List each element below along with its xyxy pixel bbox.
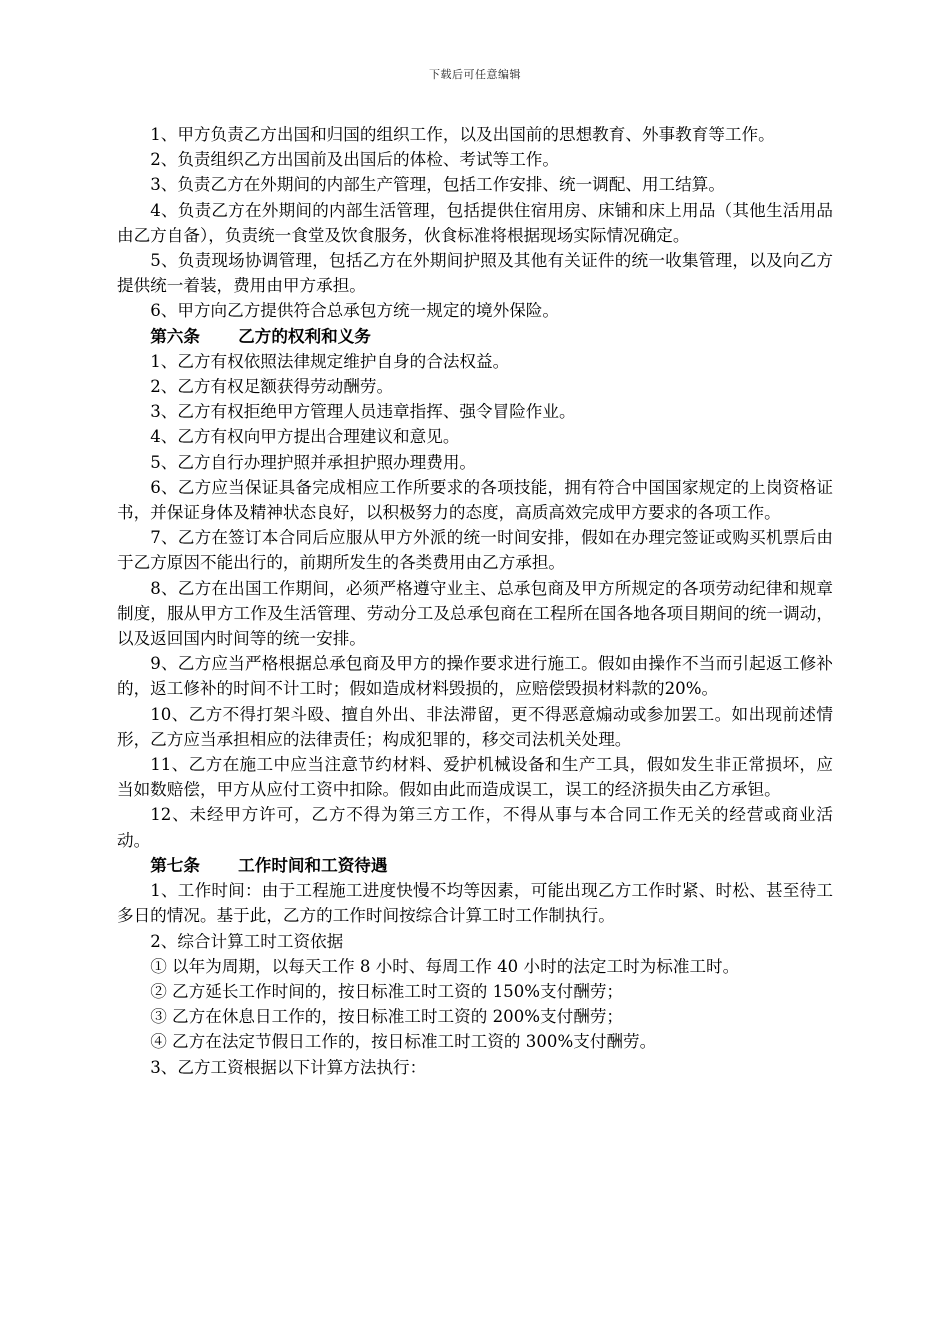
clause-paragraph: 1、甲方负责乙方出国和归国的组织工作，以及出国前的思想教育、外事教育等工作。 bbox=[150, 125, 775, 144]
page-header: 下载后可任意编辑 bbox=[429, 68, 521, 81]
section-label: 第六条 bbox=[150, 325, 200, 346]
section-title: 工作时间和工资待遇 bbox=[238, 854, 388, 875]
clause-paragraph: 10、乙方不得打架斗殴、擅自外出、非法滞留，更不得恶意煽动或参加罢工。如出现前述情形，乙方应当承担相应的法律责任；构成犯罪的，移交司法机关处理。 bbox=[117, 704, 833, 749]
clause-paragraph: 3、负责乙方在外期间的内部生产管理，包括工作安排、统一调配、用工结算。 bbox=[150, 175, 725, 195]
clause-paragraph: 9、乙方应当严格根据总承包商及甲方的操作要求进行施工。假如由操作不当而引起返工修补的，返工修补的时间不计工时；假如造成材料毁损的，应赔偿毁损材料款的20%。 bbox=[117, 654, 833, 699]
clause-paragraph: 5、负责现场协调管理，包括乙方在外期间护照及其他有关证件的统一收集管理，以及向乙方提供统一着装，费用由甲方承担。 bbox=[117, 251, 833, 296]
clause-paragraph: 6、甲方向乙方提供符合总承包方统一规定的境外保险。 bbox=[150, 301, 559, 321]
clause-paragraph: 11、乙方在施工中应当注意节约材料、爱护机械设备和生产工具，假如发生非正常损坏，应当如数赔偿，甲方从应付工资中扣除。假如由此而造成误工，误工的经济损失由乙方承钽。 bbox=[117, 755, 833, 800]
clause-paragraph: ③ 乙方在休息日工作的，按日标准工时工资的 200%支付酬劳； bbox=[150, 1007, 624, 1027]
section-label: 第七条 bbox=[150, 854, 200, 875]
clause-paragraph: ④ 乙方在法定节假日工作的，按日标准工时工资的 300%支付酬劳。 bbox=[150, 1032, 657, 1052]
clause-paragraph: 12、未经甲方许可，乙方不得为第三方工作，不得从事与本合同工作无关的经营或商业活动。 bbox=[117, 805, 833, 850]
clause-paragraph: 5、乙方自行办理护照并承担护照办理费用。 bbox=[150, 452, 477, 472]
document-body bbox=[117, 122, 833, 1080]
clause-paragraph: ② 乙方延长工作时间的，按日标准工时工资的 150%支付酬劳； bbox=[150, 981, 624, 1001]
clause-paragraph: ① 以年为周期，以每天工作 8 小时、每周工作 40 小时的法定工时为标准工时。 bbox=[150, 956, 740, 976]
clause-paragraph: 2、乙方有权足额获得劳动酬劳。 bbox=[150, 377, 394, 397]
section-heading bbox=[117, 324, 833, 349]
clause-paragraph: 1、工作时间：由于工程施工进度快慢不均等因素，可能出现乙方工作时紧、时松、甚至待工多日的情况。基于此，乙方的工作时间按综合计算工时工作制执行。 bbox=[117, 881, 833, 926]
clause-paragraph: 3、乙方有权拒绝甲方管理人员违章指挥、强令冒险作业。 bbox=[150, 402, 576, 422]
clause-paragraph: 4、乙方有权向甲方提出合理建议和意见。 bbox=[150, 427, 460, 447]
clause-paragraph: 2、负责组织乙方出国前及出国后的体检、考试等工作。 bbox=[150, 150, 559, 170]
clause-paragraph: 1、乙方有权依照法律规定维护自身的合法权益。 bbox=[150, 351, 510, 371]
clause-paragraph: 6、乙方应当保证具备完成相应工作所要求的各项技能，拥有符合中国国家规定的上岗资格证书，并保证身体及精神状态良好，以积极努力的态度，高质高效完成甲方要求的各项工作。 bbox=[117, 477, 833, 523]
clause-paragraph: 8、乙方在出国工作期间，必须严格遵守业主、总承包商及甲方所规定的各项劳动纪律和规章制度，服从甲方工作及生活管理、劳动分工及总承包商在工程所在国各地各项目期间的统一调动，以及返回国内时间等的统一安排。 bbox=[117, 578, 833, 649]
section-title: 乙方的权利和义务 bbox=[238, 325, 371, 346]
clause-paragraph: 7、乙方在签订本合同后应服从甲方外派的统一时间安排，假如在办理完签证或购买机票后由于乙方原因不能出行的，前期所发生的各类费用由乙方承担。 bbox=[117, 528, 833, 573]
section-heading bbox=[117, 853, 833, 878]
clause-paragraph: 4、负责乙方在外期间的内部生活管理，包括提供住宿用房、床铺和床上用品（其他生活用品由乙方自备），负责统一食堂及饮食服务，伙食标准将根据现场实际情况确定。 bbox=[117, 200, 833, 245]
clause-paragraph: 3、乙方工资根据以下计算方法执行： bbox=[150, 1057, 427, 1077]
clause-paragraph: 2、综合计算工时工资依据 bbox=[150, 931, 344, 951]
